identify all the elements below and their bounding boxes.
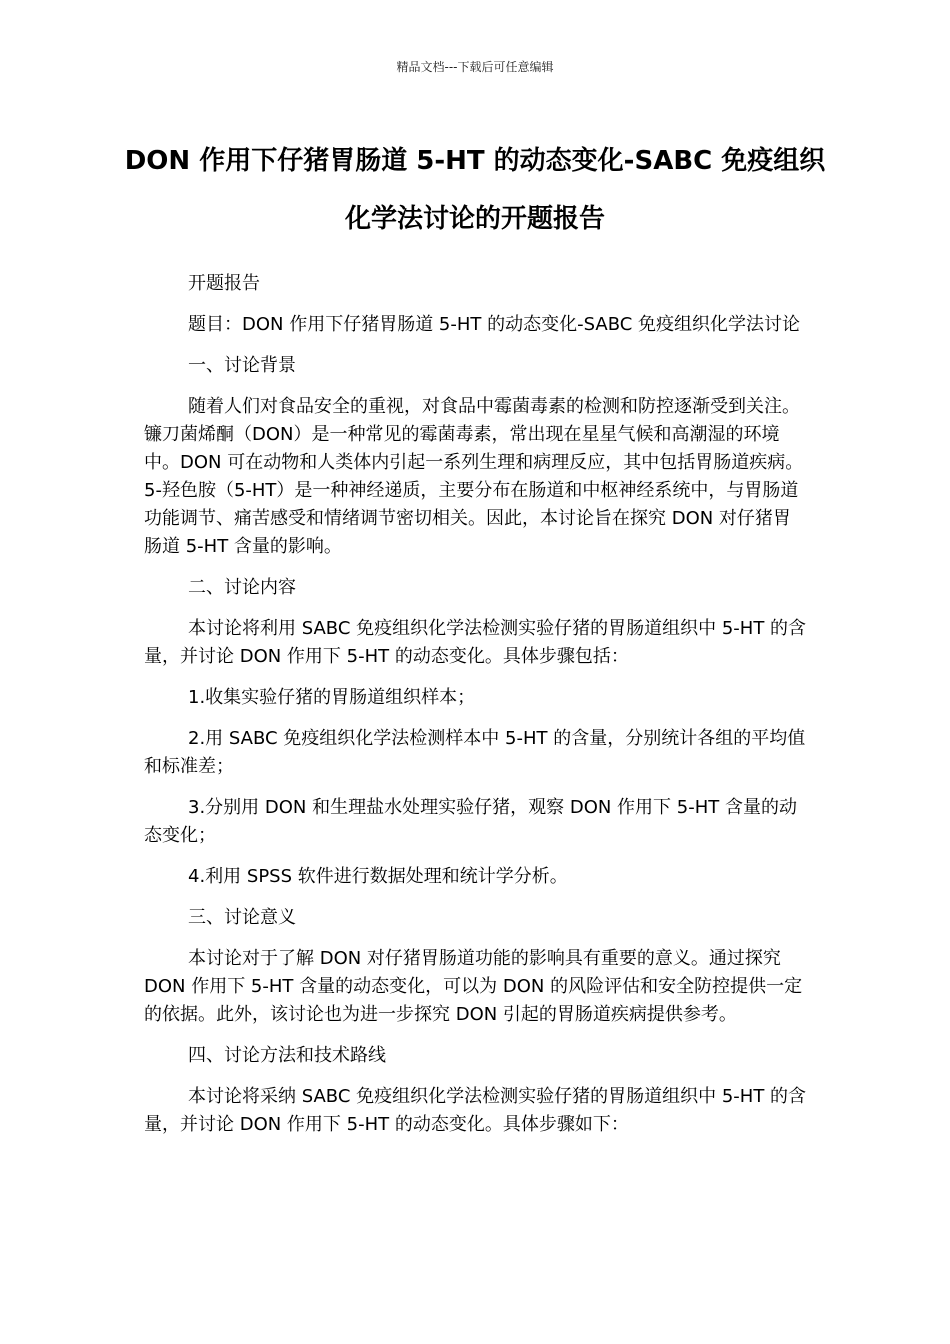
- section-heading-method: 四、讨论方法和技术路线: [188, 1045, 386, 1066]
- topic-paragraph: 题目：DON 作用下仔猪胃肠道 5-HT 的动态变化-SABC 免疫组织化学法讨论: [188, 314, 801, 335]
- significance-paragraph: 本讨论对于了解 DON 对仔猪胃肠道功能的影响具有重要的意义。通过探究 DON 作用下 5-HT 含量的动态变化，可以为 DON 的风险评估和安全防控提供一定的依据。此外，该讨论也为进一步探究 DON 引起的胃肠道疾病提供参考。: [144, 948, 803, 1025]
- step-item: 4.利用 SPSS 软件进行数据处理和统计学分析。: [188, 866, 568, 887]
- step-item: 1.收集实验仔猪的胃肠道组织样本；: [188, 687, 476, 708]
- document-body: [144, 270, 808, 1152]
- section-heading-background: 一、讨论背景: [188, 355, 296, 376]
- section-label-report: 开题报告: [188, 273, 260, 294]
- section-heading-significance: 三、讨论意义: [188, 907, 296, 928]
- document-title: DON 作用下仔猪胃肠道 5-HT 的动态变化-SABC 免疫组织化学法讨论的开题报告: [124, 146, 826, 234]
- step-item: 2.用 SABC 免疫组织化学法检测样本中 5-HT 的含量，分别统计各组的平均值和标准差；: [144, 728, 806, 777]
- content-paragraph: 本讨论将利用 SABC 免疫组织化学法检测实验仔猪的胃肠道组织中 5-HT 的含量，并讨论 DON 作用下 5-HT 的动态变化。具体步骤包括：: [144, 618, 807, 667]
- step-item: 3.分别用 DON 和生理盐水处理实验仔猪，观察 DON 作用下 5-HT 含量的动态变化；: [144, 797, 797, 846]
- section-heading-content: 二、讨论内容: [188, 577, 296, 598]
- method-paragraph: 本讨论将采纳 SABC 免疫组织化学法检测实验仔猪的胃肠道组织中 5-HT 的含量，并讨论 DON 作用下 5-HT 的动态变化。具体步骤如下：: [144, 1086, 807, 1135]
- background-paragraph: 随着人们对食品安全的重视，对食品中霉菌毒素的检测和防控逐渐受到关注。镰刀菌烯酮（DON）是一种常见的霉菌毒素，常出现在星星气候和高潮湿的环境中。DON 可在动物和人类体内引起一系列生理和病理反应，其中包括胃肠道疾病。5-羟色胺（5-HT）是一种神经递质，主要分布在肠道和中枢神经系统中，与胃肠道功能调节、痛苦感受和情绪调节密切相关。因此，本讨论旨在探究 DON 对仔猪胃肠道 5-HT 含量的影响。: [144, 396, 804, 557]
- page-header: 精品文档---下载后可任意编辑: [396, 60, 554, 74]
